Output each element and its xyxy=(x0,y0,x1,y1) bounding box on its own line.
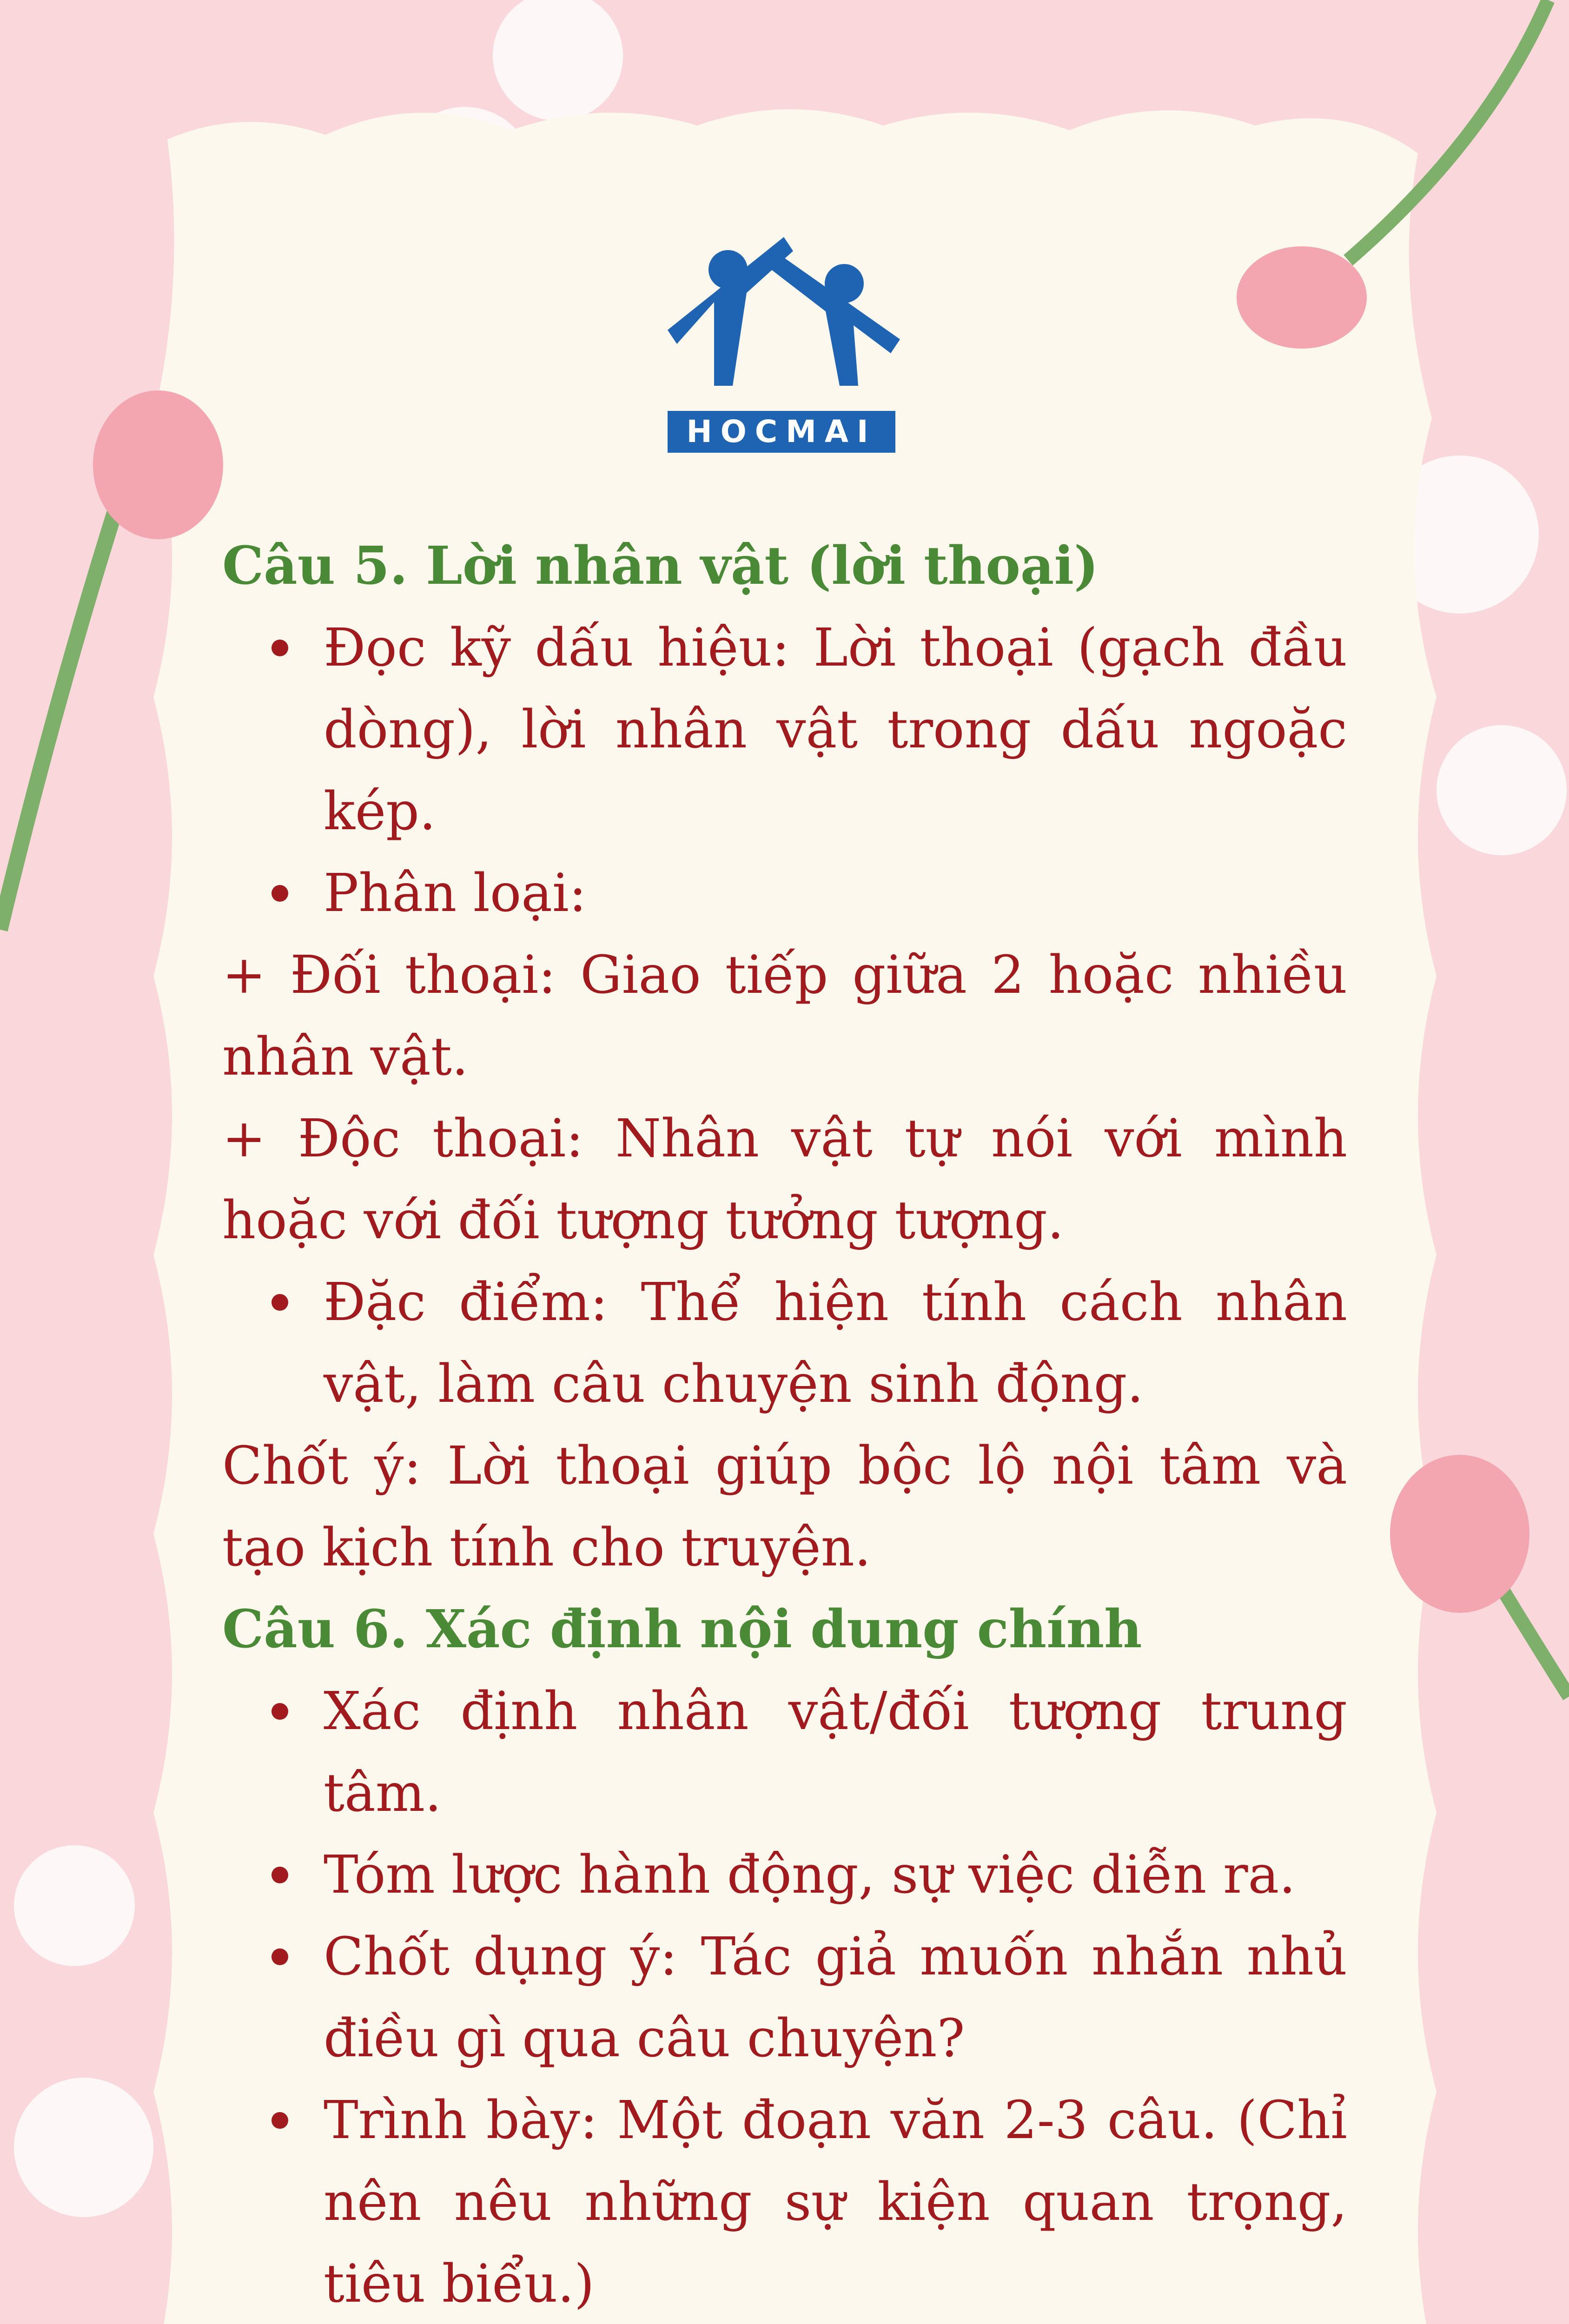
conclusion-text: Chốt ý: Lời thoại giúp bộc lộ nội tâm và tạo kịch tính cho truyện. xyxy=(222,1436,1347,1578)
bullet-item: Xác định nhân vật/đối tượng trung tâm. xyxy=(222,1670,1347,1834)
hocmai-figures-icon xyxy=(668,232,900,409)
heading-cau-6: Câu 6. Xác định nội dung chính xyxy=(222,1599,1142,1660)
bullet-item: Trình bày: Một đoạn văn 2-3 câu. (Chỉ nên nêu những sự kiện quan trọng, tiêu biểu.) xyxy=(222,2080,1347,2324)
bullet-item: Chốt dụng ý: Tác giả muốn nhắn nhủ điều gì qua câu chuyện? xyxy=(222,1916,1347,2080)
bullet-list xyxy=(222,1261,1347,1425)
content-card xyxy=(222,525,1347,2324)
bullet-item: Tóm lược hành động, sự việc diễn ra. xyxy=(222,1834,1347,1916)
logo-wordmark: HOCMAI xyxy=(668,411,895,453)
paragraph-doi-thoai: + Đối thoại: Giao tiếp giữa 2 hoặc nhiều nhân vật. xyxy=(222,945,1347,1087)
bullet-list xyxy=(222,1670,1347,2324)
bullet-list xyxy=(222,607,1347,934)
heading-cau-5: Câu 5. Lời nhân vật (lời thoại) xyxy=(222,535,1099,596)
hocmai-logo xyxy=(668,232,900,456)
bullet-item: Đọc kỹ dấu hiệu: Lời thoại (gạch đầu dòng), lời nhân vật trong dấu ngoặc kép. xyxy=(222,607,1347,852)
bullet-item: Phân loại: xyxy=(222,852,1347,934)
paragraph-doc-thoai: + Độc thoại: Nhân vật tự nói với mình hoặc với đối tượng tưởng tượng. xyxy=(222,1109,1347,1251)
bullet-item: Đặc điểm: Thể hiện tính cách nhân vật, làm câu chuyện sinh động. xyxy=(222,1261,1347,1425)
